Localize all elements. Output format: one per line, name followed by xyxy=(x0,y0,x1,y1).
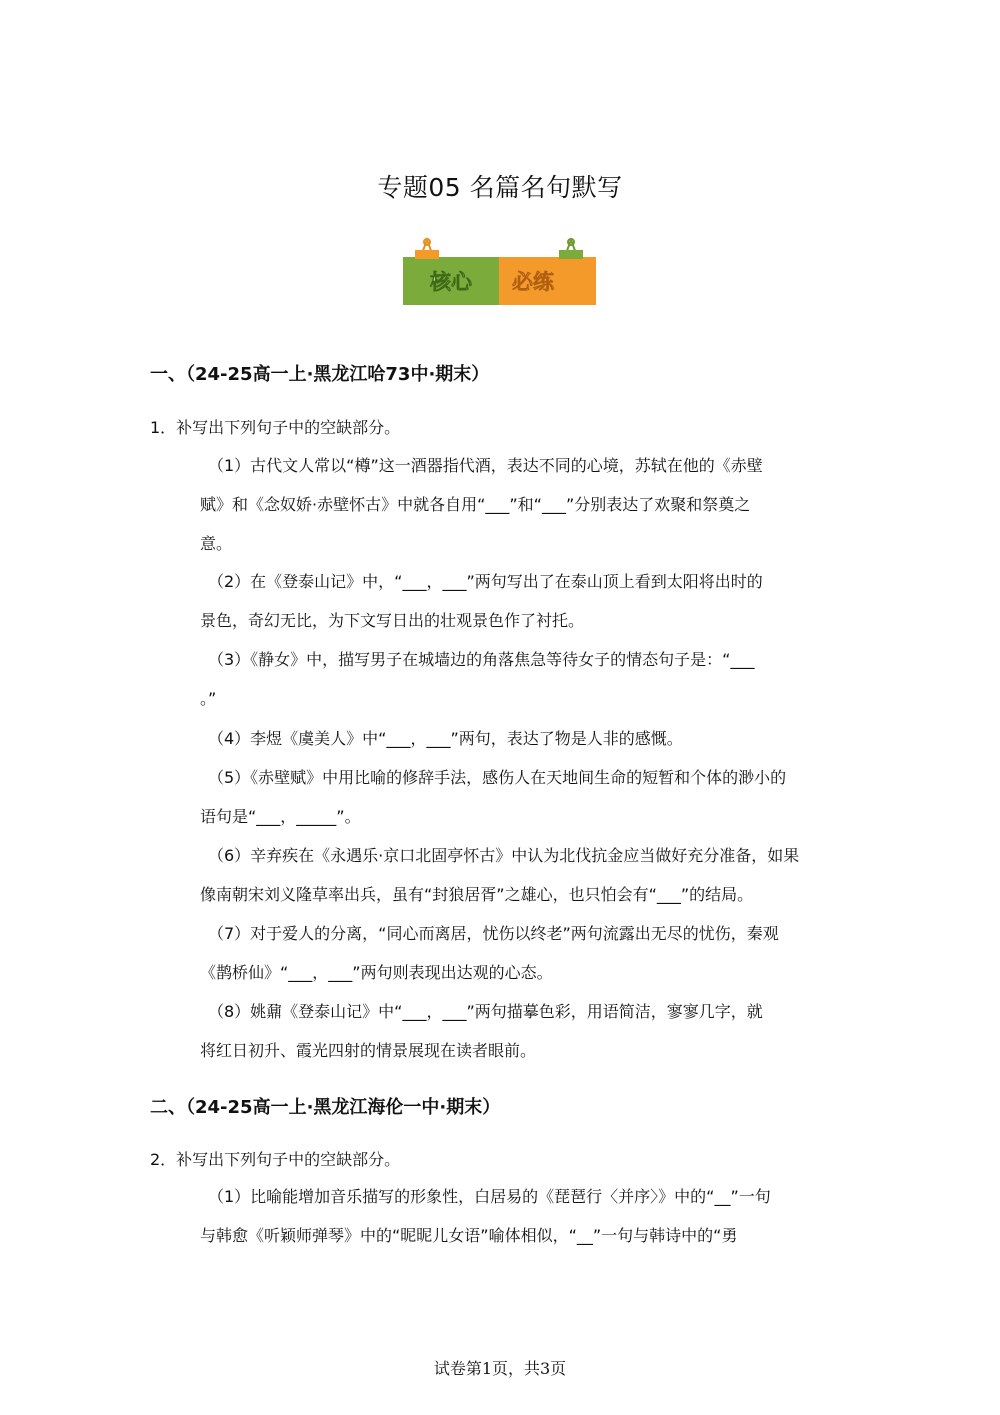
question-1-item-4 xyxy=(200,719,852,758)
question-1-item-7 xyxy=(200,914,852,992)
item-line: （2）在《登泰山记》中，“___，___”两句写出了在泰山顶上看到太阳将出时的 xyxy=(208,572,763,591)
banner-left-text: 核心 xyxy=(430,270,472,294)
question-2-item-1 xyxy=(200,1177,852,1255)
item-line: 意。 xyxy=(200,534,233,553)
item-line: 像南朝宋刘义隆草率出兵，虽有“封狼居胥”之雄心，也只怕会有“___”的结局。 xyxy=(200,885,754,904)
question-1-item-2 xyxy=(200,562,852,640)
question-1-item-1 xyxy=(200,446,852,563)
item-line: （4）李煜《虞美人》中“___，___”两句，表达了物是人非的感慨。 xyxy=(208,729,683,748)
page-title: 专题05 名篇名句默写 xyxy=(377,173,623,202)
item-line: 赋》和《念奴娇·赤壁怀古》中就各自用“___”和“___”分别表达了欢聚和祭奠之 xyxy=(200,495,751,514)
item-line: 。” xyxy=(200,689,217,708)
item-line: （6）辛弃疾在《永遇乐·京口北固亭怀古》中认为北伐抗金应当做好充分准备，如果 xyxy=(208,846,800,865)
item-line: 语句是“___，_____”。 xyxy=(200,807,361,826)
question-1-item-8 xyxy=(200,992,852,1070)
question-2-stem: 2．补写出下列句子中的空缺部分。 xyxy=(150,1150,401,1169)
item-line: （8）姚鼐《登泰山记》中“___，___”两句描摹色彩，用语简洁，寥寥几字，就 xyxy=(208,1002,763,1021)
question-1-stem: 1．补写出下列句子中的空缺部分。 xyxy=(150,418,401,437)
item-line: 景色，奇幻无比，为下文写日出的壮观景色作了衬托。 xyxy=(200,611,585,630)
banner-core-practice xyxy=(403,236,597,306)
page-footer: 试卷第1页，共3页 xyxy=(433,1359,567,1378)
section-heading-2: 二、（24-25高一上·黑龙江海伦一中·期末） xyxy=(150,1097,501,1118)
item-line: （1）古代文人常以“樽”这一酒器指代酒，表达不同的心境，苏轼在他的《赤壁 xyxy=(208,456,763,475)
question-1-item-6 xyxy=(200,836,852,914)
item-line: （7）对于爱人的分离，“同心而离居，忧伤以终老”两句流露出无尽的忧伤，秦观 xyxy=(208,924,779,943)
banner-right-text: 必练 xyxy=(512,270,554,294)
item-line: 将红日初升、霞光四射的情景展现在读者眼前。 xyxy=(200,1041,537,1060)
item-line: （1）比喻能增加音乐描写的形象性，白居易的《琵琶行〈并序〉》中的“__”一句 xyxy=(208,1187,771,1206)
item-line: 《鹊桥仙》“___，___”两句则表现出达观的心态。 xyxy=(200,963,553,982)
question-1-item-3 xyxy=(200,640,852,718)
section-heading-1: 一、（24-25高一上·黑龙江哈73中·期末） xyxy=(150,364,490,385)
item-line: 与韩愈《听颖师弹琴》中的“昵昵儿女语”喻体相似，“__”一句与韩诗中的“勇 xyxy=(200,1226,738,1245)
item-line: （3）《静女》中，描写男子在城墙边的角落焦急等待女子的情态句子是：“___ xyxy=(208,650,755,669)
question-1-item-5 xyxy=(200,758,852,836)
item-line: （5）《赤壁赋》中用比喻的修辞手法，感伤人在天地间生命的短暂和个体的渺小的 xyxy=(208,768,787,787)
